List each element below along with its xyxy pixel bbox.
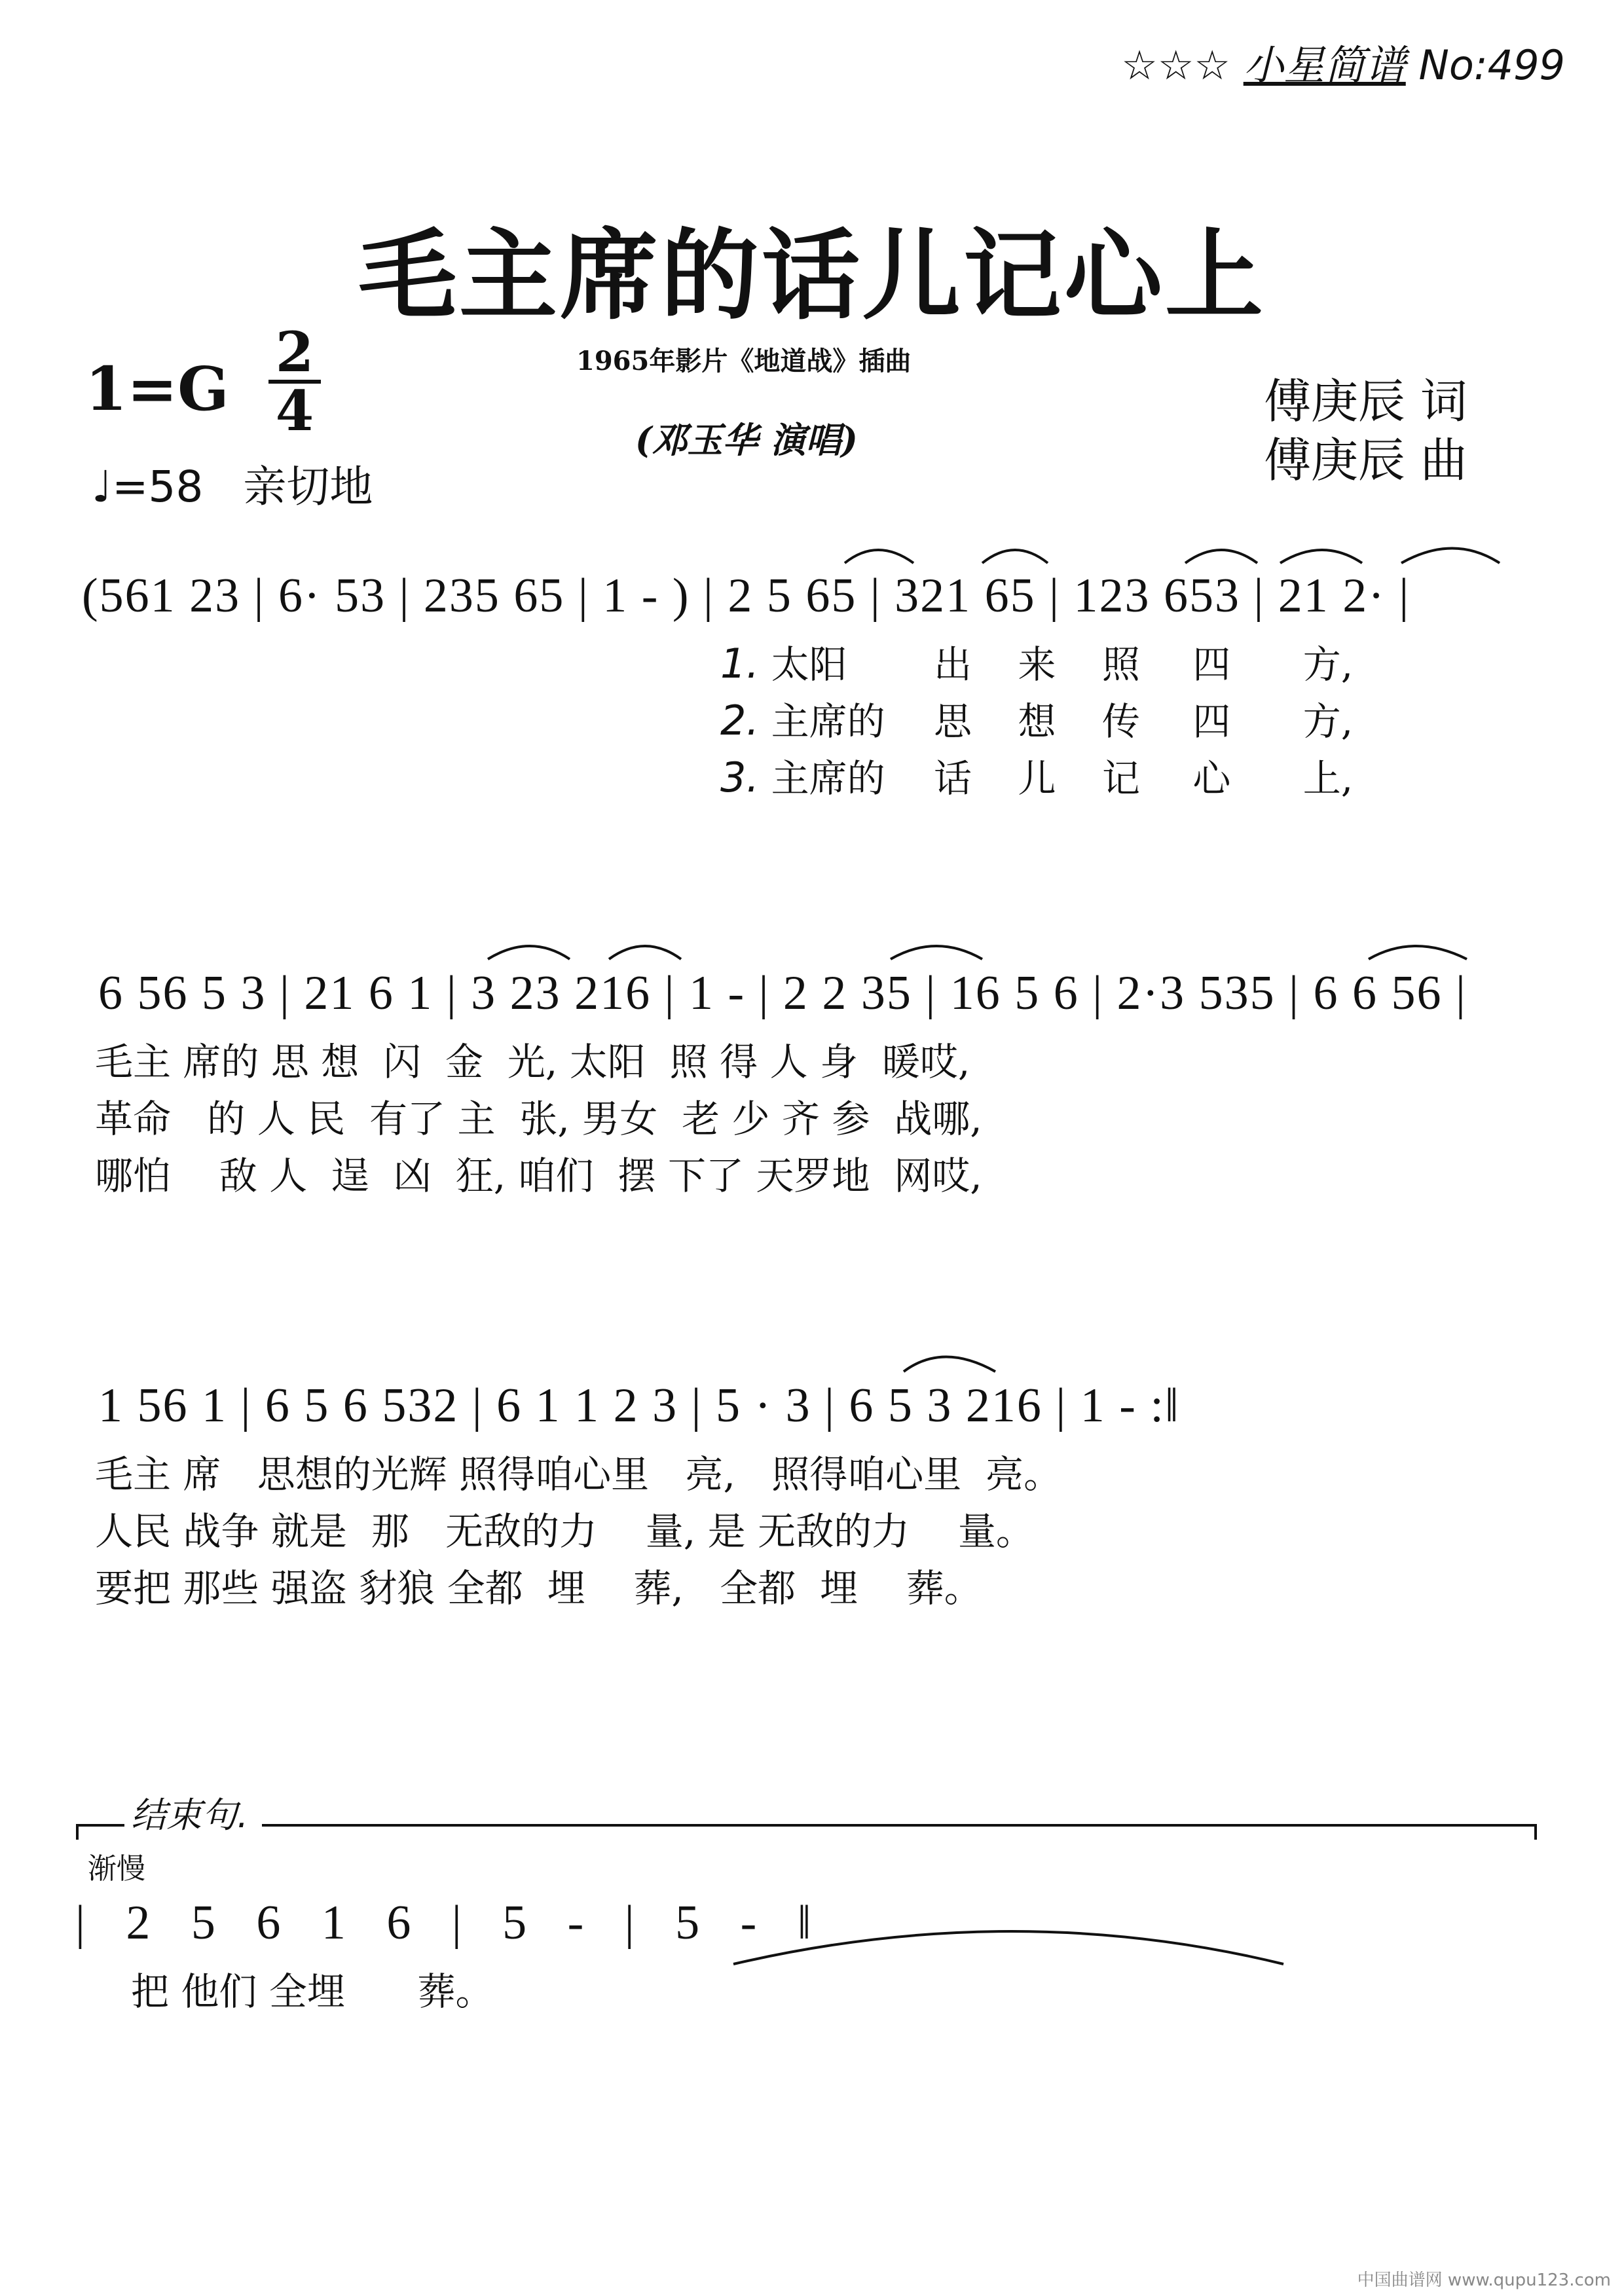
ending-notes: | 2 5 6 1 6 | 5 - | 5 - ‖ xyxy=(75,1896,813,1950)
system2-notes: 6 56 5 3 | 21 6 1 | 3 23 216 | 1 - | 2 2 35 | 16 5 6 | 2·3 535 | 6 6 56 | xyxy=(98,966,1467,1020)
key-signature: 1=G xyxy=(85,354,229,424)
ending-label: 结束句. xyxy=(131,1795,249,1836)
system3-verse1: 毛主 席 思想的光辉 照得咱心里 亮, 照得咱心里 亮。 xyxy=(95,1452,1062,1497)
slur xyxy=(1401,549,1500,564)
time-top: 2 xyxy=(275,319,314,384)
slur xyxy=(845,550,913,563)
system1-verse1: 1. 太阳 出 来 照 四 方, xyxy=(720,640,1354,687)
system3-verse2: 人民 战争 就是 那 无敌的力 量, 是 无敌的力 量。 xyxy=(95,1509,1034,1554)
ending-lyrics: 把 他们 全埋 葬。 xyxy=(131,1969,494,2014)
system1-notes: (561 23 | 6· 53 | 235 65 | 1 - ) | 2 5 65 | 321 65 | 123 653 | 21 2· | xyxy=(82,569,1411,623)
slur xyxy=(609,946,681,959)
brand-link[interactable]: 小星简谱 xyxy=(1243,41,1406,89)
time-bottom: 4 xyxy=(275,378,314,443)
watermark: 中国曲谱网 www.qupu123.com xyxy=(1357,2270,1611,2290)
system3-verse3: 要把 那些 强盗 豺狼 全都 埋 葬, 全都 埋 葬。 xyxy=(95,1566,982,1611)
stars: ☆☆☆ xyxy=(1121,41,1230,89)
song-title: 毛主席的话儿记心上 xyxy=(358,219,1266,333)
score-number: No:499 xyxy=(1418,41,1565,89)
verse3-number: 3. xyxy=(720,754,760,801)
composer: 傅庚辰 曲 xyxy=(1264,433,1467,488)
slur xyxy=(733,1931,1283,1964)
slur xyxy=(1185,550,1257,563)
slur xyxy=(1369,946,1467,959)
subtitle: 1965年影片《地道战》插曲 xyxy=(576,346,912,376)
slur xyxy=(891,946,982,959)
lyricist: 傅庚辰 词 xyxy=(1264,374,1467,429)
singer: (邓玉华 演唱) xyxy=(635,419,858,461)
slur xyxy=(904,1357,995,1372)
slur xyxy=(1280,550,1362,563)
slur xyxy=(982,550,1048,563)
system1-verse3: 3. 主席的 话 儿 记 心 上, xyxy=(720,754,1354,801)
ending-bracket xyxy=(77,1825,1536,1840)
expression-mark: 亲切地 xyxy=(243,462,373,512)
system2-verse3: 哪怕 敌 人 逞 凶 狂, 咱们 摆 下了 天罗地 网哎, xyxy=(95,1154,982,1198)
system2-verse1: 毛主 席的 思 想 闪 金 光, 太阳 照 得 人 身 暖哎, xyxy=(95,1040,970,1084)
system1-verse2: 2. 主席的 思 想 传 四 方, xyxy=(720,697,1354,744)
verse1-number: 1. xyxy=(720,640,760,687)
system3-notes: 1 56 1 | 6 5 6 532 | 6 1 1 2 3 | 5 · 3 | 6 5 3 216 | 1 - :‖ xyxy=(98,1379,1180,1432)
tempo-mark: ♩=58 xyxy=(92,462,204,512)
verse2-number: 2. xyxy=(720,697,760,744)
system2-verse2: 革命 的 人 民 有了 主 张, 男女 老 少 齐 参 战哪, xyxy=(95,1097,982,1141)
ritardando-mark: 渐慢 xyxy=(88,1852,145,1886)
slur xyxy=(488,946,570,959)
